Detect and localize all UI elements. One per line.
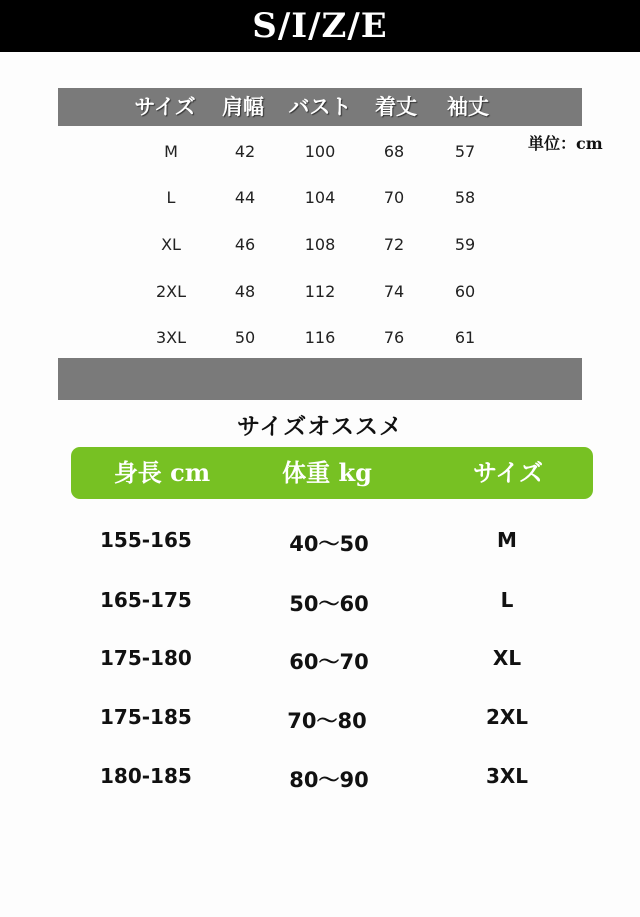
recommend-header xyxy=(71,447,593,499)
cell-height: 180-185 xyxy=(100,764,192,788)
table-row xyxy=(0,235,640,259)
header-recommend-size: サイズ xyxy=(472,458,544,487)
table-row xyxy=(0,142,640,166)
header-sleeve: 袖丈 xyxy=(447,94,489,119)
cell-length: 68 xyxy=(383,142,405,161)
cell-shoulder: 48 xyxy=(234,282,256,301)
cell-recommend-size: 3XL xyxy=(485,764,529,788)
cell-weight: 70～80 xyxy=(287,709,367,733)
cell-bust: 100 xyxy=(304,142,336,161)
cell-weight: 50～60 xyxy=(289,592,369,616)
header-length: 着丈 xyxy=(375,94,417,119)
cell-recommend-size: M xyxy=(497,528,517,552)
cell-bust: 112 xyxy=(304,282,336,301)
table-row xyxy=(0,328,640,352)
cell-size: 2XL xyxy=(155,282,187,301)
recommend-row xyxy=(0,764,640,794)
recommend-row xyxy=(0,588,640,618)
cell-sleeve: 60 xyxy=(454,282,476,301)
table-row xyxy=(0,282,640,306)
recommend-row xyxy=(0,528,640,558)
cell-shoulder: 50 xyxy=(234,328,256,347)
header-height: 身長 cm xyxy=(113,458,211,487)
size-table-footer-bar xyxy=(58,358,582,400)
cell-sleeve: 58 xyxy=(454,188,476,207)
cell-shoulder: 44 xyxy=(234,188,256,207)
cell-sleeve: 61 xyxy=(454,328,476,347)
header-shoulder: 肩幅 xyxy=(222,94,264,119)
table-row xyxy=(0,188,640,212)
cell-weight: 60～70 xyxy=(289,650,369,674)
cell-size: 3XL xyxy=(155,328,187,347)
page-title: S/I/Z/E xyxy=(252,6,388,46)
cell-weight: 40～50 xyxy=(289,532,369,556)
cell-length: 72 xyxy=(383,235,405,254)
cell-recommend-size: L xyxy=(500,588,514,612)
cell-weight: 80～90 xyxy=(289,768,369,792)
size-table-header xyxy=(58,88,582,126)
cell-size: M xyxy=(164,142,178,161)
cell-bust: 116 xyxy=(304,328,336,347)
cell-length: 76 xyxy=(383,328,405,347)
cell-shoulder: 46 xyxy=(234,235,256,254)
cell-height: 175-180 xyxy=(100,646,192,670)
cell-recommend-size: 2XL xyxy=(485,705,529,729)
cell-recommend-size: XL xyxy=(492,646,522,670)
cell-bust: 104 xyxy=(304,188,336,207)
recommend-row xyxy=(0,705,640,735)
cell-length: 70 xyxy=(383,188,405,207)
recommend-row xyxy=(0,646,640,676)
cell-height: 155-165 xyxy=(100,528,192,552)
header-weight: 体重 kg xyxy=(282,458,372,487)
cell-shoulder: 42 xyxy=(234,142,256,161)
cell-size: L xyxy=(166,188,176,207)
cell-sleeve: 59 xyxy=(454,235,476,254)
cell-length: 74 xyxy=(383,282,405,301)
recommend-title: サイズオススメ xyxy=(237,413,403,440)
cell-bust: 108 xyxy=(304,235,336,254)
header-bust: バスト xyxy=(288,94,352,119)
cell-sleeve: 57 xyxy=(454,142,476,161)
title-banner xyxy=(0,0,640,52)
cell-size: XL xyxy=(161,235,181,254)
header-size: サイズ xyxy=(134,94,196,119)
cell-height: 175-185 xyxy=(100,705,192,729)
unit-label: 単位：cm xyxy=(528,134,603,153)
cell-height: 165-175 xyxy=(100,588,192,612)
